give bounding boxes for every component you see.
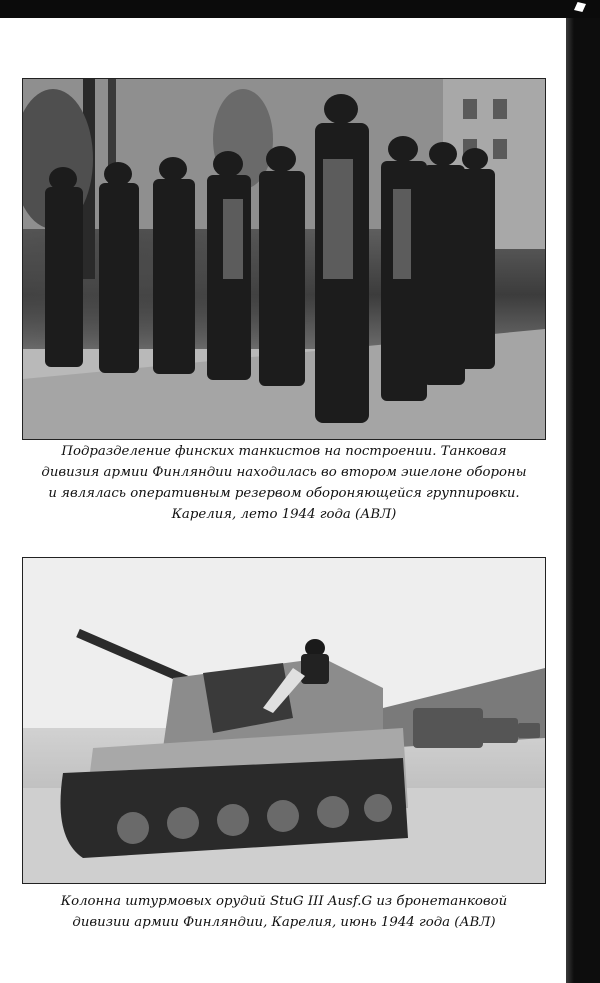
caption-line: дивизии армии Финляндии, Карелия, июнь 1944 года (АВЛ) (72, 915, 496, 930)
caption-line: и являлась оперативным резервом обороняющейся группировки. (48, 486, 520, 501)
photo-stug-column (22, 557, 546, 884)
caption-line: Карелия, лето 1944 года (АВЛ) (171, 507, 397, 522)
photo-stug-column-illustration (23, 558, 545, 883)
page-right-edge-gradient (566, 18, 574, 983)
caption-line: Колонна штурмовых орудий StuG III Ausf.G из бронетанковой (60, 894, 508, 909)
page-top-border (0, 0, 600, 18)
photo-tank-crews-illustration (23, 79, 545, 439)
photo-caption-tank-crews (36, 441, 532, 525)
photo-caption-stug-column (36, 891, 532, 933)
caption-line: Подразделение финских танкистов на построении. Танковая (61, 444, 507, 459)
caption-line: дивизия армии Финляндии находилась во втором эшелоне обороны (41, 465, 527, 480)
photo-tank-crews-formation (22, 78, 546, 440)
